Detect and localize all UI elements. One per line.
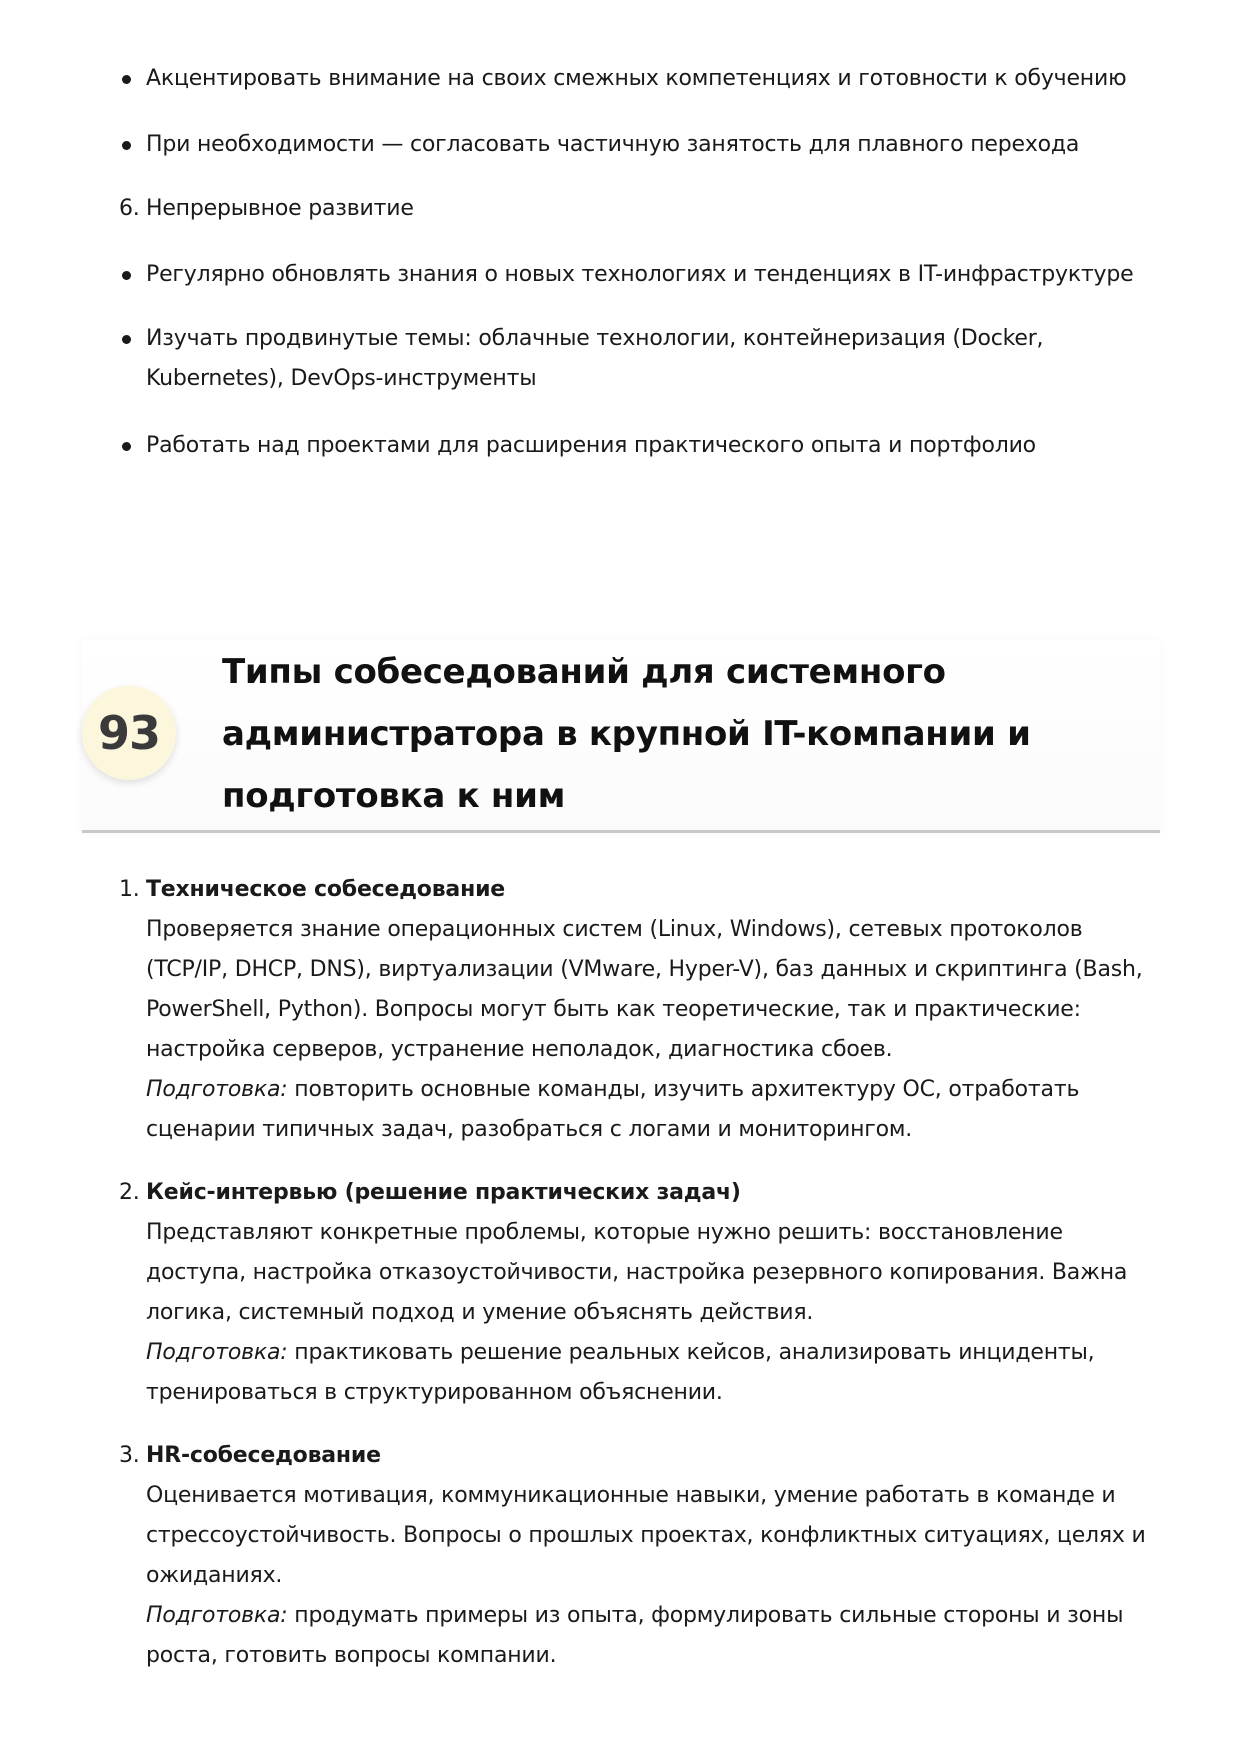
item-description: Представляют конкретные проблемы, которые нужно решить: восстановление доступа, настройка отказоустойчивости, настройка резервного копирования. Важна логика, системный подход и умение объяснять действия. (146, 1220, 1128, 1325)
list-item-text: Непрерывное развитие (146, 196, 414, 221)
bullet-text: Изучать продвинутые темы: облачные технологии, контейнеризация (Docker, Kubernetes), DevOps-инструменты (146, 326, 1044, 391)
item-preparation (146, 1333, 1156, 1413)
list-item (146, 319, 1086, 399)
bullet-text: При необходимости — согласовать частичную занятость для плавного перехода (146, 132, 1080, 157)
item-preparation (146, 1070, 1156, 1150)
item-preparation (146, 1596, 1156, 1676)
list-item (146, 255, 1156, 295)
item-heading: HR-собеседование (146, 1443, 381, 1468)
numbered-list-item (119, 189, 1156, 229)
bullet-text: Акцентировать внимание на своих смежных компетенциях и готовности к обучению (146, 66, 1127, 91)
list-item (146, 426, 1156, 466)
section-title: Типы собеседований для системного администратора в крупной IT-компании и подготовка к ним (222, 652, 1031, 816)
numbered-list-item (119, 1173, 1156, 1413)
item-heading: Кейс-интервью (решение практических задач) (146, 1180, 741, 1205)
item-description: Оценивается мотивация, коммуникационные навыки, умение работать в команде и стрессоустойчивость. Вопросы о прошлых проектах, конфликтных ситуациях, целях и ожиданиях. (146, 1483, 1146, 1588)
list-number: 2. (119, 1180, 140, 1205)
item-heading: Техническое собеседование (146, 877, 506, 902)
bullet-text: Работать над проектами для расширения практического опыта и портфолио (146, 433, 1036, 458)
bullet-text: Регулярно обновлять знания о новых технологиях и тенденциях в IT-инфраструктуре (146, 262, 1134, 287)
list-number: 1. (119, 877, 140, 902)
bullet-icon (122, 442, 131, 451)
list-item (146, 59, 1156, 99)
list-item (146, 125, 1156, 165)
bullet-icon (122, 75, 131, 84)
item-description: Проверяется знание операционных систем (Linux, Windows), сетевых протоколов (TCP/IP, DHCP, DNS), виртуализации (VMware, Hyper-V), баз данных и скриптинга (Bash, PowerShell, Python). Вопросы могут быть как теоретические, так и практические: настройка серверов, устранение неполадок, диагностика сбоев. (146, 917, 1143, 1062)
preparation-text: продумать примеры из опыта, формулировать сильные стороны и зоны роста, готовить вопросы компании. (146, 1603, 1124, 1668)
section-number-badge: 93 (82, 686, 176, 780)
list-number: 6. (119, 196, 140, 221)
preparation-label: Подготовка: (146, 1603, 288, 1628)
bullet-icon (122, 271, 131, 280)
bullet-icon (122, 141, 131, 150)
bullet-icon (122, 335, 131, 344)
preparation-label: Подготовка: (146, 1340, 288, 1365)
preparation-text: повторить основные команды, изучить архитектуру ОС, отработать сценарии типичных задач, разобраться с логами и мониторингом. (146, 1077, 1080, 1142)
numbered-list-item (119, 1436, 1156, 1676)
numbered-list-item (119, 870, 1156, 1150)
list-number: 3. (119, 1443, 140, 1468)
preparation-text: практиковать решение реальных кейсов, анализировать инциденты, тренироваться в структурированном объяснении. (146, 1340, 1095, 1405)
preparation-label: Подготовка: (146, 1077, 288, 1102)
